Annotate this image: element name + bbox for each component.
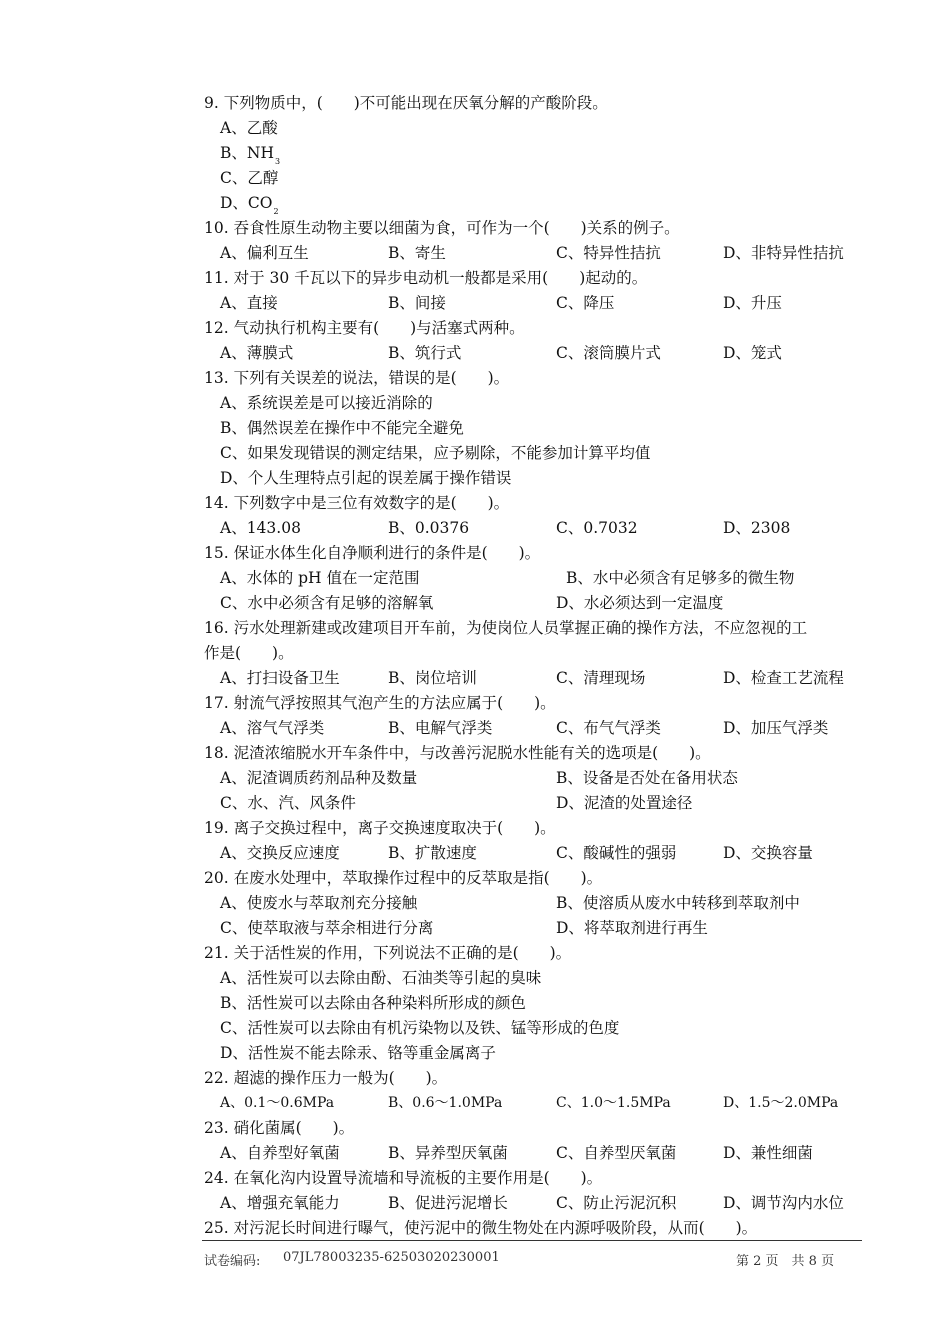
question-25: 25. 对污泥长时间进行曝气，使污泥中的微生物处在内源呼吸阶段，从而( )。 [204,1219,758,1237]
question-22: 22. 超滤的操作压力一般为( )。 [204,1069,448,1087]
q19-option-a: A、交换反应速度 [220,844,340,862]
q14-option-c: C、0.7032 [556,519,638,537]
q10-option-d: D、非特异性拮抗 [723,244,844,262]
q23-option-b: B、异养型厌氧菌 [388,1144,508,1162]
q21-option-a: A、活性炭可以去除由酚、石油类等引起的臭味 [220,969,542,987]
q20-option-b: B、使溶质从废水中转移到萃取剂中 [556,894,800,912]
q23-option-d: D、兼性细菌 [723,1144,813,1162]
q22-option-c: C、1.0～1.5MPa [556,1095,671,1111]
question-15: 15. 保证水体生化自净顺利进行的条件是( )。 [204,544,541,562]
q11-option-d: D、升压 [723,294,782,312]
q23-option-c: C、自养型厌氧菌 [556,1144,677,1162]
question-14: 14. 下列数字中是三位有效数字的是( )。 [204,494,510,512]
q17-option-a: A、溶气气浮类 [220,719,325,737]
q14-option-b: B、0.0376 [388,519,470,537]
footer-divider [202,1240,862,1241]
exam-code-value: 07JL78003235-62503020230001 [283,1250,500,1265]
q12-option-c: C、滚筒膜片式 [556,344,661,362]
question-16-continued: 作是( )。 [204,644,294,662]
q16-option-b: B、岗位培训 [388,669,477,687]
q17-option-d: D、加压气浮类 [723,719,829,737]
q13-option-c: C、如果发现错误的测定结果，应予剔除，不能参加计算平均值 [220,444,651,462]
q10-option-b: B、寄生 [388,244,446,262]
q9-option-d: D、$CO_2$ [220,194,279,216]
q21-option-c: C、活性炭可以去除由有机污染物以及铁、锰等形成的色度 [220,1019,620,1037]
q15-option-c: C、水中必须含有足够的溶解氧 [220,594,434,612]
q20-option-d: D、将萃取剂进行再生 [556,919,708,937]
q16-option-a: A、打扫设备卫生 [220,669,340,687]
q13-option-b: B、偶然误差在操作中不能完全避免 [220,419,464,437]
q14-option-d: D、2308 [723,519,791,537]
q18-option-a: A、泥渣调质药剂品种及数量 [220,769,418,787]
q17-option-b: B、电解气浮类 [388,719,493,737]
q22-option-d: D、1.5～2.0MPa [723,1095,839,1111]
q19-option-d: D、交换容量 [723,844,813,862]
q19-option-b: B、扩散速度 [388,844,477,862]
q20-option-c: C、使萃取液与萃余相进行分离 [220,919,434,937]
question-23: 23. 硝化菌属( )。 [204,1119,355,1137]
q24-option-b: B、促进污泥增长 [388,1194,508,1212]
q13-option-d: D、个人生理特点引起的误差属于操作错误 [220,469,512,487]
q22-option-b: B、0.6～1.0MPa [388,1095,503,1111]
question-18: 18. 泥渣浓缩脱水开车条件中，与改善污泥脱水性能有关的选项是( )。 [204,744,711,762]
question-9: 9. 下列物质中，( )不可能出现在厌氧分解的产酸阶段。 [204,94,608,112]
q17-option-c: C、布气气浮类 [556,719,661,737]
q15-option-b: B、水中必须含有足够多的微生物 [566,569,795,587]
question-19: 19. 离子交换过程中，离子交换速度取决于( )。 [204,819,556,837]
q15-option-a: A、水体的 pH 值在一定范围 [220,569,420,587]
q20-option-a: A、使废水与萃取剂充分接触 [220,894,418,912]
q12-option-d: D、笼式 [723,344,782,362]
question-17: 17. 射流气浮按照其气泡产生的方法应属于( )。 [204,694,556,712]
question-11: 11. 对于 30 千瓦以下的异步电动机一般都是采用( )起动的。 [204,269,648,287]
q14-option-a: A、143.08 [220,519,301,537]
exam-code-label: 试卷编码: [204,1254,261,1269]
q10-option-c: C、特异性拮抗 [556,244,661,262]
q23-option-a: A、自养型好氧菌 [220,1144,340,1162]
q18-option-c: C、水、汽、风条件 [220,794,356,812]
q21-option-b: B、活性炭可以去除由各种染料所形成的颜色 [220,994,526,1012]
page-number: 第 2 页 共 8 页 [736,1254,835,1269]
q24-option-c: C、防止污泥沉积 [556,1194,677,1212]
question-12: 12. 气动执行机构主要有( )与活塞式两种。 [204,319,525,337]
q12-option-a: A、薄膜式 [220,344,294,362]
q10-option-a: A、偏利互生 [220,244,309,262]
q22-option-a: A、0.1～0.6MPa [220,1095,335,1111]
question-21: 21. 关于活性炭的作用，下列说法不正确的是( )。 [204,944,572,962]
q11-option-b: B、间接 [388,294,446,312]
question-20: 20. 在废水处理中，萃取操作过程中的反萃取是指( )。 [204,869,603,887]
q9-option-a: A、乙酸 [220,119,278,137]
q18-option-b: B、设备是否处在备用状态 [556,769,738,787]
question-16: 16. 污水处理新建或改建项目开车前，为使岗位人员掌握正确的操作方法，不应忽视的工 [204,619,808,637]
q16-option-c: C、清理现场 [556,669,646,687]
q24-option-a: A、增强充氧能力 [220,1194,340,1212]
q24-option-d: D、调节沟内水位 [723,1194,844,1212]
q12-option-b: B、筑行式 [388,344,462,362]
question-13: 13. 下列有关误差的说法，错误的是( )。 [204,369,510,387]
q19-option-c: C、酸碱性的强弱 [556,844,677,862]
q15-option-d: D、水必须达到一定温度 [556,594,724,612]
q18-option-d: D、泥渣的处置途径 [556,794,693,812]
q11-option-c: C、降压 [556,294,615,312]
q16-option-d: D、检查工艺流程 [723,669,844,687]
q13-option-a: A、系统误差是可以接近消除的 [220,394,433,412]
q9-option-c: C、乙醇 [220,169,279,187]
question-24: 24. 在氧化沟内设置导流墙和导流板的主要作用是( )。 [204,1169,603,1187]
q21-option-d: D、活性炭不能去除汞、铬等重金属离子 [220,1044,496,1062]
q9-option-b: B、$NH_3$ [220,144,281,166]
question-10: 10. 吞食性原生动物主要以细菌为食，可作为一个( )关系的例子。 [204,219,680,237]
q11-option-a: A、直接 [220,294,278,312]
